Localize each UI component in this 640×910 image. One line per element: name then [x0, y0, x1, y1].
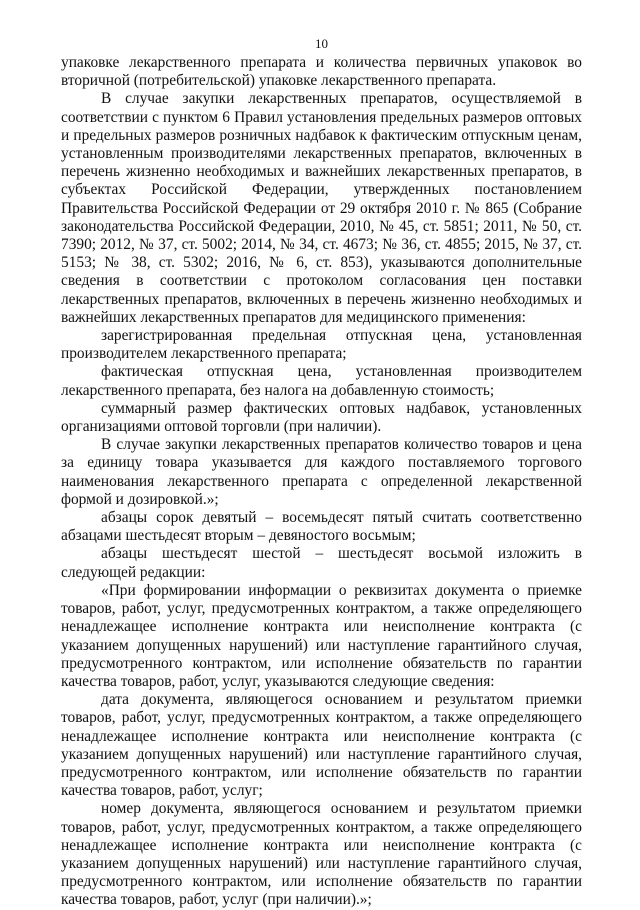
paragraph: дата документа, являющегося основанием и результатом приемки товаров, работ, услуг, предусмотренных контрактом, а также определяющего ненадлежащее исполнение контракта или неисполнение контракта (с указанием допущенных нарушений) или наступление гарантийного случая, предусмотренного контрактом, или исполнение обязательств по гарантии качества товаров, работ, услуг; [61, 691, 582, 800]
page-number: 10 [315, 36, 328, 51]
paragraph: номер документа, являющегося основанием и результатом приемки товаров, работ, услуг, предусмотренных контрактом, а также определяющего ненадлежащее исполнение контракта или неисполнение контракта (с указанием допущенных нарушений) или наступление гарантийного случая, предусмотренного контрактом, или исполнение обязательств по гарантии качества товаров, работ, услуг (при наличии).»; [61, 800, 582, 909]
paragraph: В случае закупки лекарственных препаратов количество товаров и цена за единицу товара указывается для каждого поставляемого торгового наименования лекарственного препарата с определенной лекарственной формой и дозировкой.»; [61, 436, 582, 508]
paragraph: «При формировании информации о реквизитах документа о приемке товаров, работ, услуг, предусмотренных контрактом, а также определяющего ненадлежащее исполнение контракта или неисполнение контракта (с указанием допущенных нарушений) или наступление гарантийного случая, предусмотренного контрактом, или исполнение обязательств по гарантии качества товаров, работ, услуг, указываются следующие сведения: [61, 581, 582, 690]
paragraph: абзацы сорок девятый – восемьдесят пятый считать соответственно абзацами шестьдесят вторым – девяностого восьмым; [61, 509, 582, 545]
paragraph: упаковке лекарственного препарата и количества первичных упаковок во вторичной (потребительской) упаковке лекарственного препарата. [61, 54, 582, 90]
paragraph: зарегистрированная предельная отпускная цена, установленная производителем лекарственного препарата; [61, 327, 582, 363]
paragraph: В случае закупки лекарственных препаратов, осуществляемой в соответствии с пунктом 6 Правил установления предельных размеров оптовых и предельных размеров розничных надбавок к фактическим отпускным ценам, установленным производителями лекарственных препаратов, включенных в перечень жизненно необходимых и важнейших лекарственных препаратов, в субъектах Российской Федерации, утвержденных постановлением Правительства Российской Федерации от 29 октября 2010 г. № 865 (Собрание законодательства Российской Федерации, 2010, № 45, ст. 5851; 2011, № 50, ст. 7390; 2012, № 37, ст. 5002; 2014, № 34, ст. 4673; № 36, ст. 4855; 2015, № 37, ст. 5153; № 38, ст. 5302; 2016, № 6, ст. 853), указываются дополнительные сведения в соответствии с протоколом согласования цен поставки лекарственных препаратов, включенных в перечень жизненно необходимых и важнейших лекарственных препаратов для медицинского применения: [61, 90, 582, 326]
paragraph: абзацы шестьдесят шестой – шестьдесят восьмой изложить в следующей редакции: [61, 545, 582, 581]
paragraph: суммарный размер фактических оптовых надбавок, установленных организациями оптовой торговли (при наличии). [61, 399, 582, 436]
paragraph: фактическая отпускная цена, установленная производителем лекарственного препарата, без налога на добавленную стоимость; [61, 363, 582, 399]
document-body [61, 54, 582, 910]
